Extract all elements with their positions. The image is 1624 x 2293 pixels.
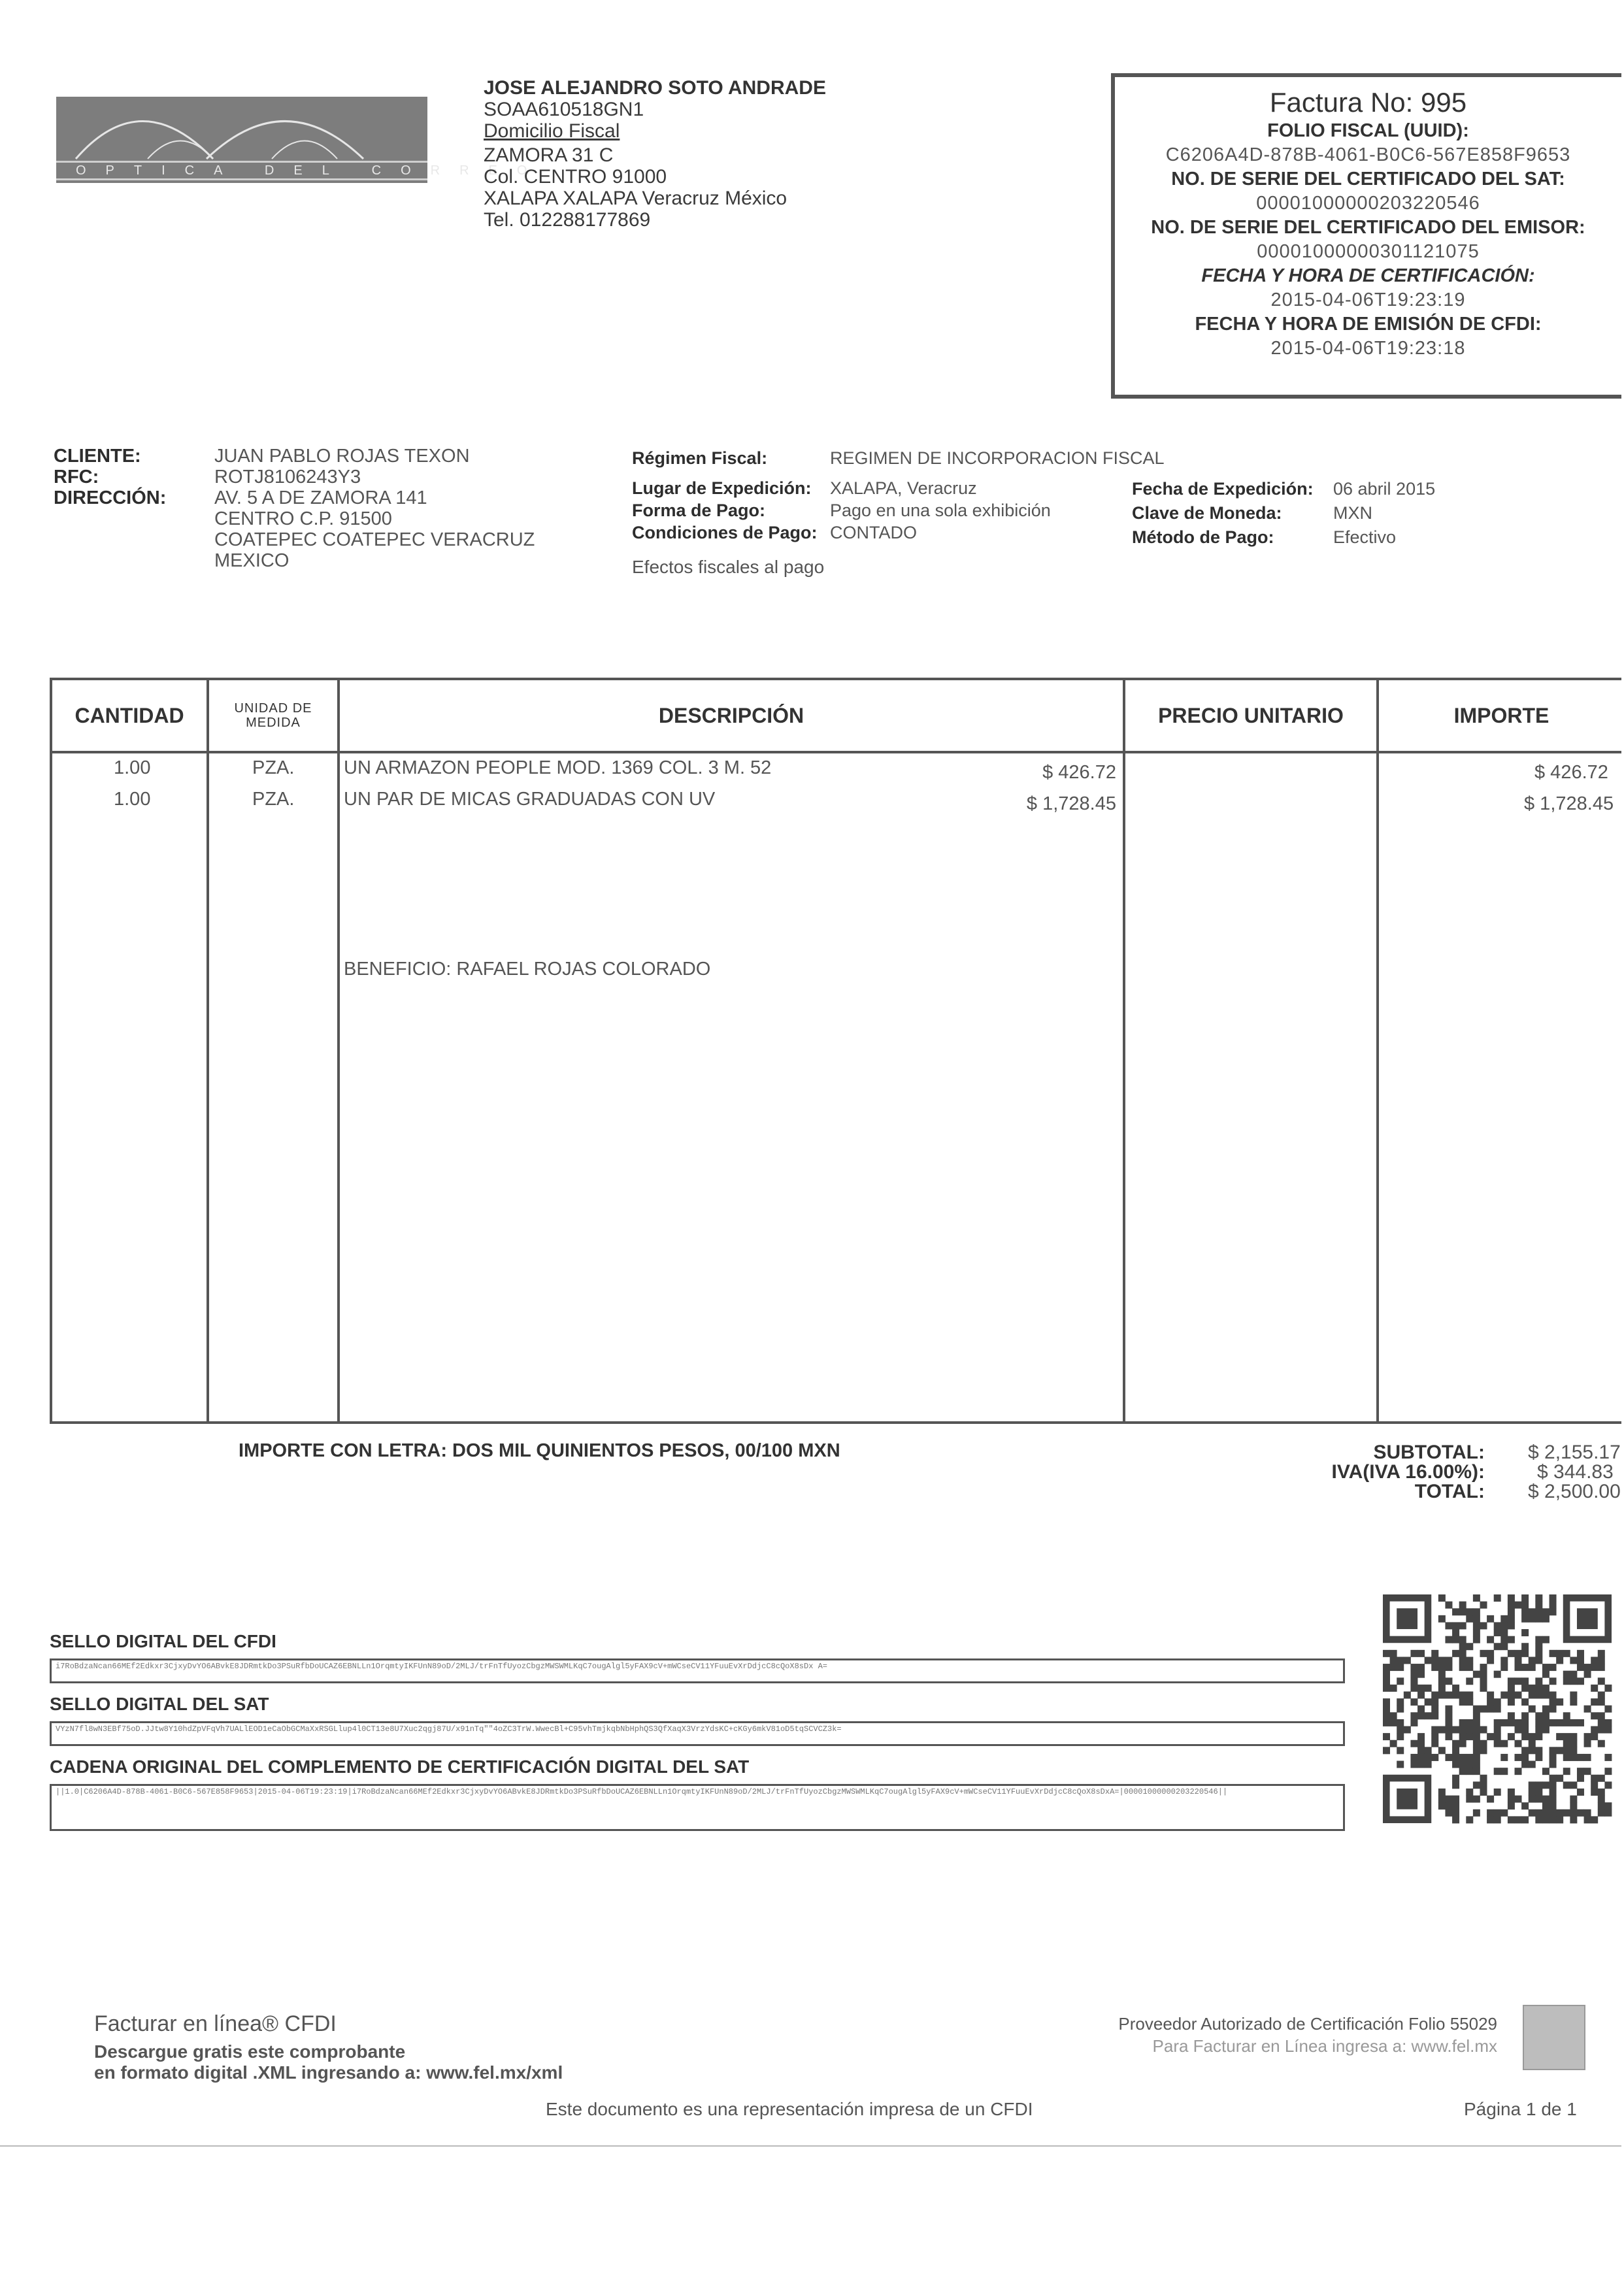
condiciones-value: CONTADO: [830, 523, 917, 542]
certificacion-value: 2015-04-06T19:23:19: [1270, 289, 1466, 310]
client-addr-3: COATEPEC COATEPEC VERACRUZ: [214, 529, 535, 550]
row1-cantidad: 1.00: [114, 757, 151, 778]
header-descripcion: DESCRIPCIÓN: [658, 703, 804, 727]
emision-value: 2015-04-06T19:23:18: [1270, 338, 1466, 359]
col-divider: [207, 680, 209, 1421]
provider-seal-icon: [1523, 2005, 1585, 2070]
row1-descripcion: UN ARMAZON PEOPLE MOD. 1369 COL. 3 M. 52: [344, 757, 772, 778]
moneda-value: MXN: [1333, 503, 1372, 523]
client-rfc: ROTJ8106243Y3: [214, 467, 361, 487]
header-unidad: UNIDAD DE MEDIDA: [234, 701, 312, 730]
metodo-value: Efectivo: [1333, 527, 1397, 547]
rfc-label: RFC:: [54, 467, 99, 487]
efectos-text: Efectos fiscales al pago: [632, 557, 825, 577]
issuer-tel: Tel. 012288177869: [484, 209, 651, 231]
row1-precio: $ 426.72: [1042, 762, 1116, 783]
sello-cfdi-title: SELLO DIGITAL DEL CFDI: [50, 1631, 276, 1651]
footer-rule: [0, 2145, 1621, 2147]
footer-desc: [94, 2041, 563, 2083]
footer-prov-1: Proveedor Autorizado de Certificación Folio 55029: [1118, 2014, 1497, 2034]
cadena-box: ||1.0|C6206A4D-878B-4061-B0C6-567E858F9653|2015-04-06T19:23:19|i7RoBdzaNcan66MEf2Edkxr3CjxyDvYO6ABvkE8JDRmtkDo3PSuRfbDoUCAZ6EBNLLn1OrqmtyIKFUnN89oD/2MLJ/trFnTfUyozCbgzMWSWMLKqC7ougAlgl5yFAX9cV+mWCseCV11YFuuEvXrDdjcC8cQoX8sDxA=|000010000002032205​46||: [50, 1784, 1345, 1831]
fecha-label: Fecha de Expedición:: [1132, 479, 1314, 499]
condiciones-label: Condiciones de Pago:: [632, 523, 818, 542]
invoice-number: Factura No: 995: [1269, 87, 1467, 118]
cadena-title: CADENA ORIGINAL DEL COMPLEMENTO DE CERTIFICACIÓN DIGITAL DEL SAT: [50, 1757, 750, 1777]
col-divider: [1123, 680, 1125, 1421]
qr-code: [1383, 1594, 1621, 1823]
client-values: [214, 446, 535, 571]
totals-labels: [1281, 1443, 1485, 1502]
issuer-city: XALAPA XALAPA Veracruz México: [484, 188, 787, 209]
lugar-value: XALAPA, Veracruz: [830, 478, 977, 498]
subtotal-value: $ 2,155.17: [1528, 1442, 1621, 1463]
qr-code-icon: [1383, 1594, 1621, 1823]
items-table: [50, 678, 1621, 1424]
total-label: TOTAL:: [1414, 1481, 1485, 1502]
header-divider: [52, 751, 1621, 753]
issuer-name: JOSE ALEJANDRO SOTO ANDRADE: [484, 77, 826, 99]
cliente-label: CLIENTE:: [54, 446, 141, 467]
footer-brand: Facturar en línea® CFDI: [94, 2011, 337, 2036]
row1-unidad: PZA.: [252, 757, 295, 778]
header-cantidad: CANTIDAD: [75, 703, 184, 727]
fiscal-values: [830, 447, 1165, 544]
fiscal-labels: [632, 447, 818, 544]
col-divider: [1376, 680, 1379, 1421]
col-divider: [337, 680, 340, 1421]
moneda-label: Clave de Moneda:: [1132, 503, 1282, 523]
serie-emisor-label: NO. DE SERIE DEL CERTIFICADO DEL EMISOR:: [1151, 217, 1585, 238]
certificacion-label: FECHA Y HORA DE CERTIFICACIÓN:: [1201, 265, 1535, 286]
sello-sat-title: SELLO DIGITAL DEL SAT: [50, 1694, 269, 1714]
expedicion-labels: [1132, 477, 1314, 550]
lugar-label: Lugar de Expedición:: [632, 478, 812, 498]
subtotal-label: SUBTOTAL:: [1373, 1442, 1485, 1463]
serie-sat-label: NO. DE SERIE DEL CERTIFICADO DEL SAT:: [1171, 169, 1565, 190]
serie-emisor-value: 00001000000301121075: [1257, 241, 1480, 262]
metodo-label: Método de Pago:: [1132, 527, 1274, 547]
forma-value: Pago en una sola exhibición: [830, 501, 1051, 520]
invoice-header-box: [1111, 73, 1621, 399]
issuer-block: [484, 77, 826, 231]
sello-cfdi-box: i7RoBdzaNcan66MEf2Edkxr3CjxyDvYO6ABvkE8JDRmtkDo3PSuRfbDoUCAZ6EBNLLn1OrqmtyIKFUnN89oD/2MLJ/trFnTfUyozCbgzMWSWMLKqC7ougAlgl5yFAX9cV+mWCseCV11YFuuEvXrDdjcC8cQoX8sDx A=: [50, 1658, 1345, 1683]
iva-value: $ 344.83: [1537, 1461, 1614, 1483]
footer-desc-1: Descargue gratis este comprobante: [94, 2041, 406, 2062]
footer-prov-2: Para Facturar en Línea ingresa a: www.fel.mx: [1152, 2036, 1497, 2056]
issuer-rfc: SOAA610518GN1: [484, 99, 644, 120]
header-precio: PRECIO UNITARIO: [1158, 703, 1344, 727]
row2-unidad: PZA.: [252, 789, 295, 810]
issuer-colonia: Col. CENTRO 91000: [484, 166, 667, 188]
client-addr-2: CENTRO C.P. 91500: [214, 508, 392, 529]
row2-cantidad: 1.00: [114, 789, 151, 810]
direccion-label: DIRECCIÓN:: [54, 487, 167, 508]
folio-value: C6206A4D-878B-4061-B0C6-567E858F9653: [1165, 144, 1571, 165]
forma-label: Forma de Pago:: [632, 501, 766, 520]
footer-desc-2: en formato digital .XML ingresando a: www.fel.mx/xml: [94, 2062, 563, 2083]
row1-importe: $ 426.72: [1534, 762, 1608, 783]
header-importe: IMPORTE: [1453, 703, 1549, 727]
fecha-value: 06 abril 2015: [1333, 479, 1436, 499]
client-addr-1: AV. 5 A DE ZAMORA 141: [214, 487, 427, 508]
expedicion-values: [1333, 477, 1435, 550]
emision-label: FECHA Y HORA DE EMISIÓN DE CFDI:: [1195, 314, 1542, 335]
issuer-domicilio-label: Domicilio Fiscal: [484, 120, 620, 142]
client-labels: [54, 446, 166, 508]
company-logo: [56, 97, 547, 183]
client-addr-4: MEXICO: [214, 550, 290, 571]
client-name: JUAN PABLO ROJAS TEXON: [214, 446, 470, 467]
beneficio-text: BENEFICIO: RAFAEL ROJAS COLORADO: [344, 959, 711, 980]
logo-arches-icon: [56, 97, 427, 161]
row2-importe: $ 1,728.45: [1524, 793, 1614, 814]
regimen-label: Régimen Fiscal:: [632, 448, 768, 468]
page-number: Página 1 de 1: [1464, 2099, 1577, 2119]
totals-values: [1528, 1443, 1621, 1502]
iva-label: IVA(IVA 16.00%):: [1331, 1461, 1485, 1483]
row2-descripcion: UN PAR DE MICAS GRADUADAS CON UV: [344, 789, 716, 810]
importe-letra: IMPORTE CON LETRA: DOS MIL QUINIENTOS PESOS, 00/100 MXN: [239, 1440, 840, 1461]
serie-sat-value: 00001000000203220546: [1256, 193, 1480, 214]
regimen-value: REGIMEN DE INCORPORACION FISCAL: [830, 448, 1165, 468]
folio-label: FOLIO FISCAL (UUID):: [1267, 120, 1469, 141]
footer-provider: [1081, 2013, 1497, 2057]
total-value: $ 2,500.00: [1528, 1481, 1621, 1502]
logo-band-text: OPTICA DEL CORREO: [56, 161, 427, 180]
footer-representation: Este documento es una representación impresa de un CFDI: [546, 2099, 1033, 2119]
sello-sat-box: VYzN7fl8wN3EBf75oD.JJtw8Y10hdZpVFqVh7UALlEOD1eCaObGCMaXxRSGLlup4l0CT13e8U7Xuc2qgj87U/x91nTq""4oZC3TrW.WwecBl+C95vhTmjkqbNbHphQS3QfXaqX3VrzYdsKC+cKGy6mkV81oD5tqSCVCZ3k=: [50, 1721, 1345, 1746]
issuer-street: ZAMORA 31 C: [484, 144, 614, 166]
row2-precio: $ 1,728.45: [1026, 793, 1116, 814]
